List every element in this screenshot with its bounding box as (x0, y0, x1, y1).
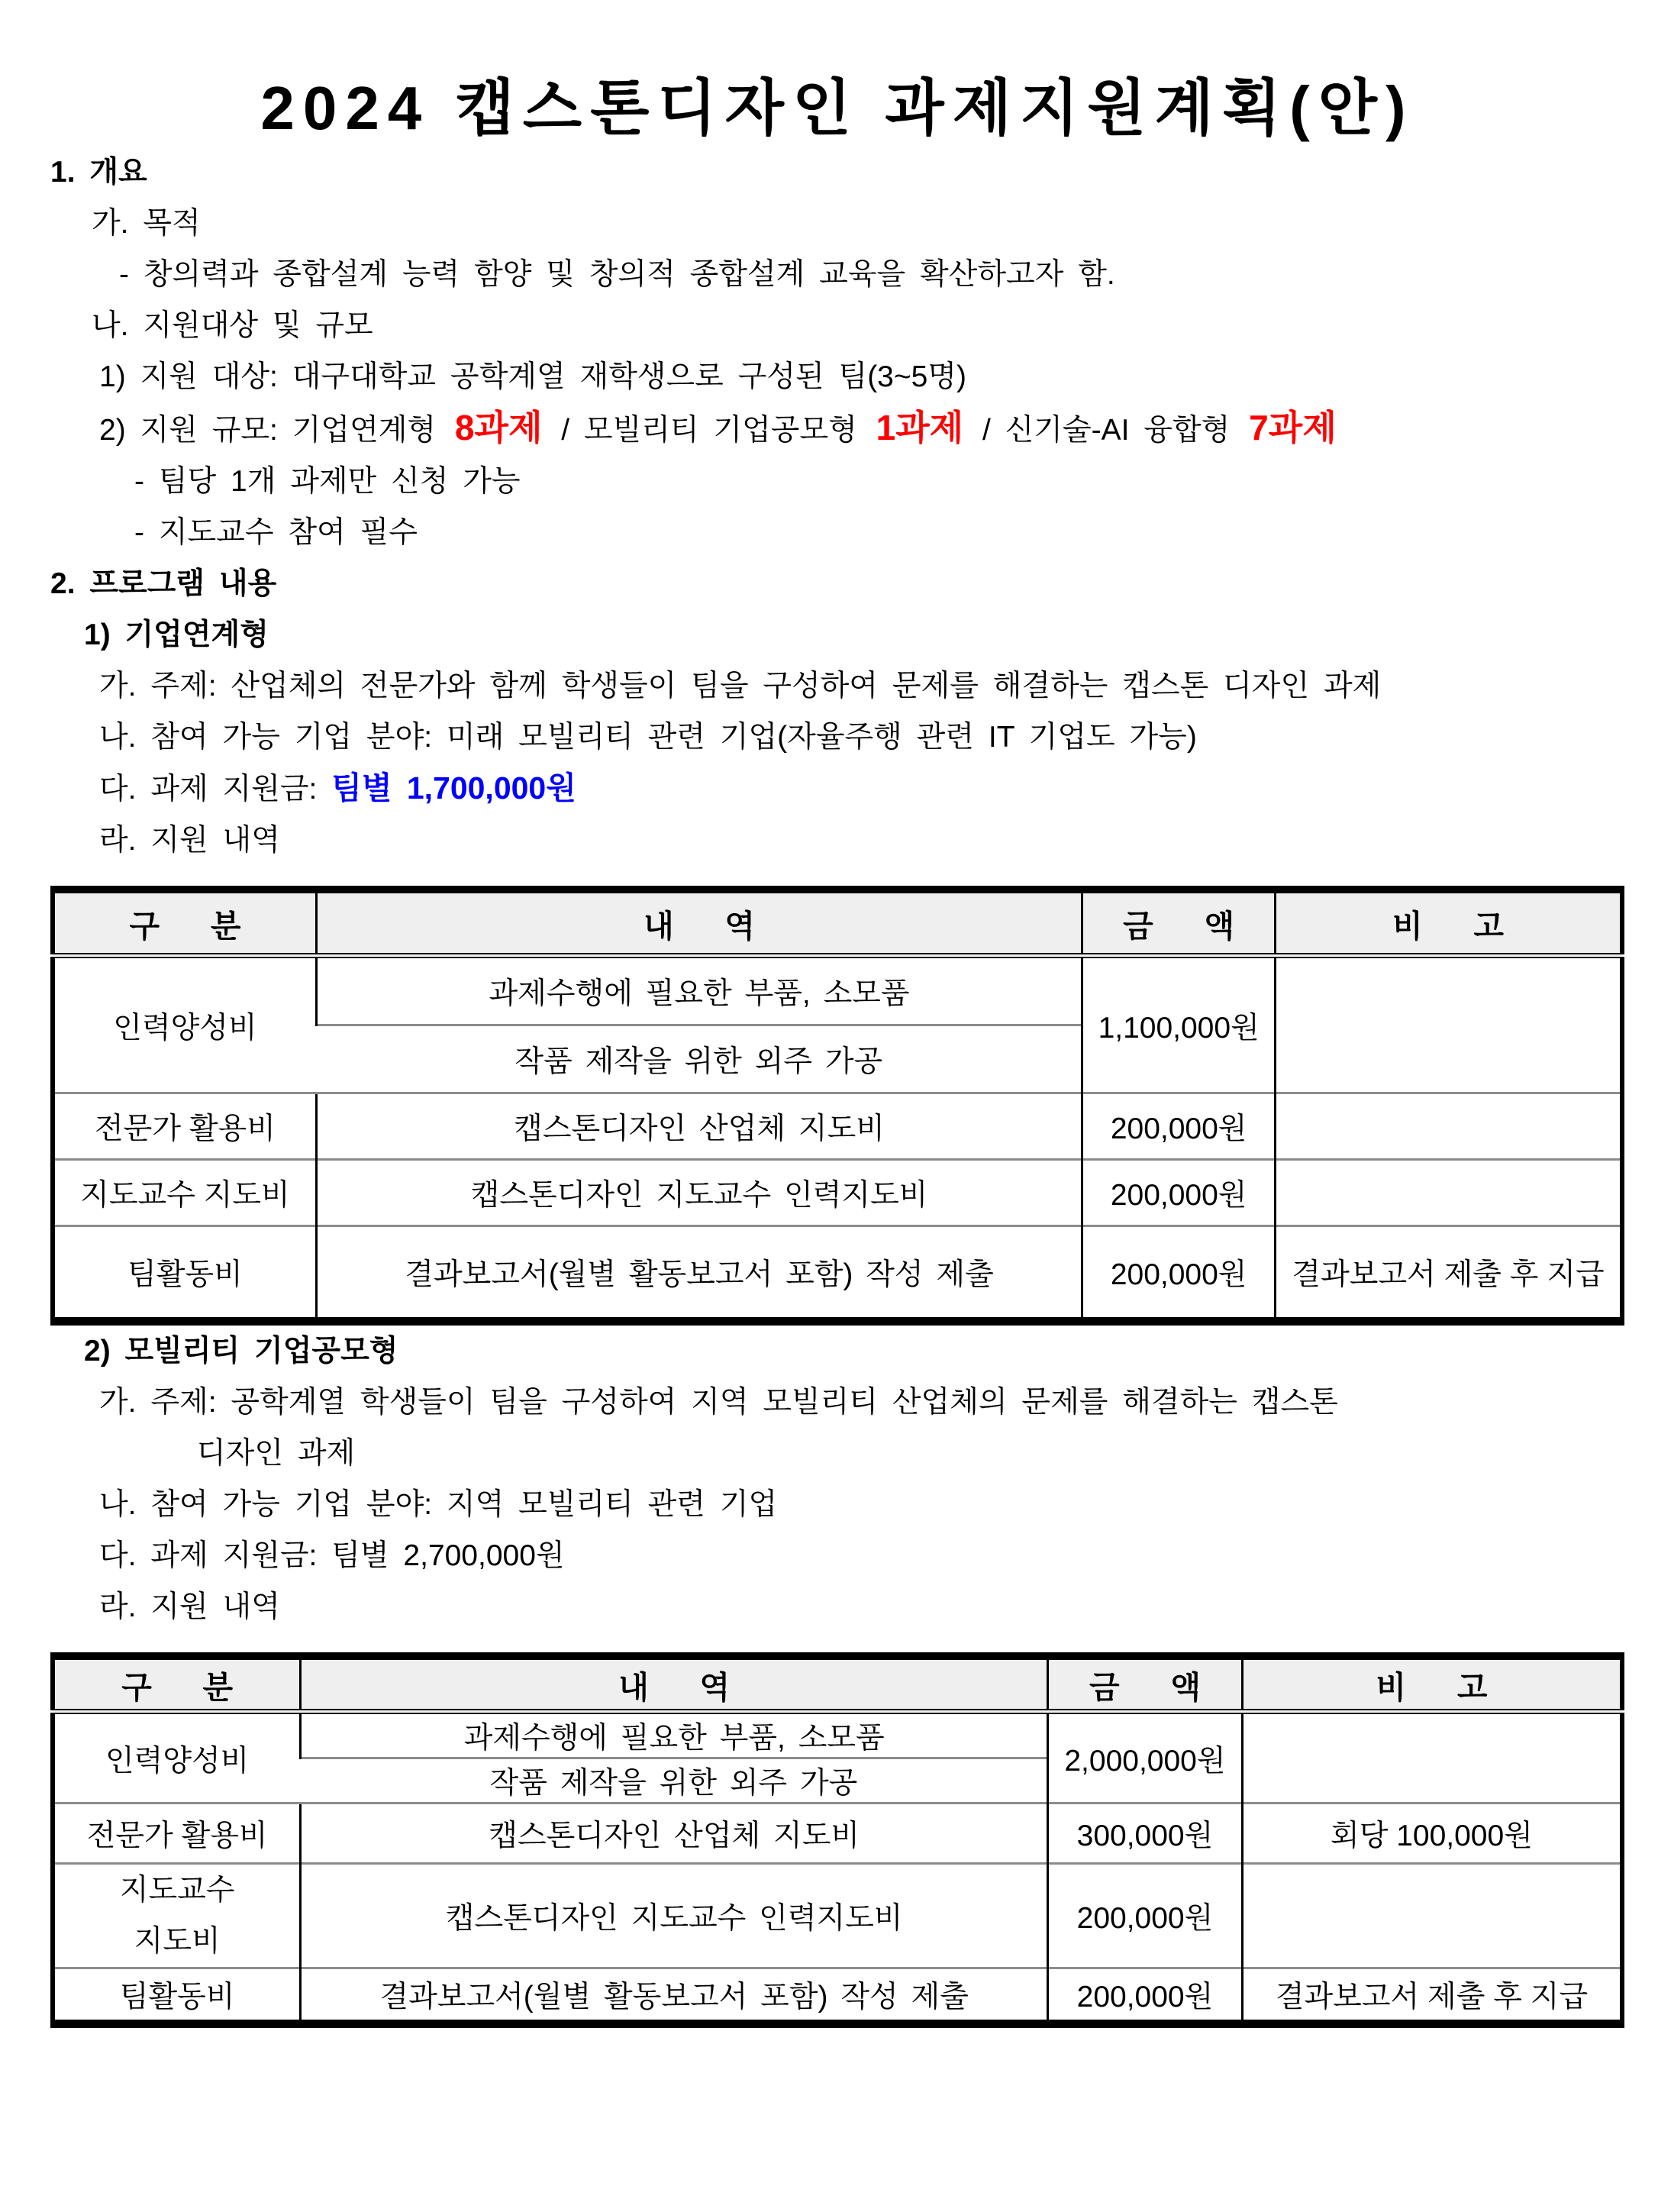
industry-support-table (50, 886, 1624, 1326)
cell-note (1276, 956, 1622, 1093)
overview-target: 1) 지원 대상: 대구대학교 공학계열 재학생으로 구성된 팀(3~5명) (99, 360, 966, 393)
col-category: 구 분 (53, 1656, 301, 1712)
program1-topic: 가. 주제: 산업체의 전문가와 함께 학생들이 팀을 구성하여 문제를 해결하는 캡스톤 디자인 과제 (99, 670, 1382, 702)
col-amount: 금 액 (1047, 1656, 1242, 1712)
table-header-row (53, 890, 1622, 956)
overview-scale-line (50, 402, 1624, 456)
program1-fund-amount: 팀별 1,700,000원 (331, 770, 576, 806)
program2-heading: 2) 모빌리티 기업공모형 (84, 1335, 398, 1368)
cell-amount: 200,000원 (1082, 1226, 1276, 1322)
table-row (53, 1226, 1622, 1322)
scale-count-industry: 8과제 (454, 408, 543, 447)
cell-detail: 캡스톤디자인 지도교수 인력지도비 (301, 1864, 1048, 1968)
table-row (53, 1864, 1622, 1968)
table-row (53, 1712, 1622, 1758)
cell-detail: 결과보고서(월별 활동보고서 포함) 작성 제출 (316, 1226, 1082, 1322)
table-header-row (53, 1656, 1622, 1712)
cell-amount: 2,000,000원 (1047, 1712, 1242, 1804)
program2-fund-line: 다. 과제 지원금: 팀별 2,700,000원 (99, 1539, 565, 1572)
program2-company-field: 나. 참여 가능 기업 분야: 지역 모빌리티 관련 기업 (99, 1488, 778, 1521)
cell-amount: 200,000원 (1047, 1968, 1242, 2024)
cell-amount: 200,000원 (1047, 1864, 1242, 1968)
page-title: 2024 캡스톤디자인 과제지원계획(안) (260, 74, 1414, 142)
cell-category: 인력양성비 (53, 1712, 301, 1804)
cell-note (1242, 1864, 1622, 1968)
table-row (53, 1093, 1622, 1160)
program2-topic-line1: 가. 주제: 공학계열 학생들이 팀을 구성하여 지역 모빌리티 산업체의 문제를 해결하는 캡스톤 (99, 1386, 1338, 1419)
program1-company-field: 나. 참여 가능 기업 분야: 미래 모빌리티 관련 기업(자율주행 관련 IT 기업도 가능) (99, 721, 1197, 754)
table-row (53, 1804, 1622, 1864)
scale-sep-2: / 신기술-AI 융합형 (968, 414, 1245, 447)
cell-detail: 캡스톤디자인 산업체 지도비 (316, 1093, 1082, 1160)
program2-support-label: 라. 지원 내역 (99, 1590, 280, 1623)
overview-purpose-label: 가. 목적 (92, 207, 201, 240)
col-category: 구 분 (53, 890, 316, 956)
cell-category: 인력양성비 (53, 956, 316, 1093)
program2-topic-line2: 디자인 과제 (197, 1437, 356, 1470)
table-row (53, 956, 1622, 1025)
scale-prefix: 2) 지원 규모: 기업연계형 (99, 414, 450, 447)
mobility-support-table (50, 1652, 1624, 2028)
cell-detail: 과제수행에 필요한 부품, 소모품 (316, 956, 1082, 1025)
cell-amount: 200,000원 (1082, 1093, 1276, 1160)
cell-category: 팀활동비 (53, 1968, 301, 2024)
cell-category (53, 1864, 301, 1968)
overview-note-advisor: - 지도교수 참여 필수 (134, 516, 418, 549)
cell-category: 전문가 활용비 (53, 1804, 301, 1864)
table-row (53, 1968, 1622, 2024)
cell-detail: 캡스톤디자인 산업체 지도비 (301, 1804, 1048, 1864)
program1-support-label: 라. 지원 내역 (99, 824, 280, 857)
col-detail: 내 역 (301, 1656, 1048, 1712)
cell-amount: 1,100,000원 (1082, 956, 1276, 1093)
col-amount: 금 액 (1082, 890, 1276, 956)
program1-fund-line (50, 763, 1624, 815)
cell-note: 결과보고서 제출 후 지급 (1276, 1226, 1622, 1322)
cell-note: 결과보고서 제출 후 지급 (1242, 1968, 1622, 2024)
scale-count-ai: 7과제 (1249, 408, 1337, 447)
cell-category: 팀활동비 (53, 1226, 316, 1322)
cell-note (1242, 1712, 1622, 1804)
cell-detail: 과제수행에 필요한 부품, 소모품 (301, 1712, 1048, 1758)
cell-category: 전문가 활용비 (53, 1093, 316, 1160)
overview-scope-label: 나. 지원대상 및 규모 (92, 309, 373, 342)
col-note: 비 고 (1276, 890, 1622, 956)
cell-category: 지도교수 지도비 (53, 1160, 316, 1226)
col-note: 비 고 (1242, 1656, 1622, 1712)
cell-note: 회당 100,000원 (1242, 1804, 1622, 1864)
program1-heading: 1) 기업연계형 (84, 618, 269, 651)
table-row (53, 1160, 1622, 1226)
cell-amount: 200,000원 (1082, 1160, 1276, 1226)
cell-category-line2: 지도비 (134, 1925, 221, 1958)
overview-heading: 1. 개요 (50, 156, 147, 189)
cell-note (1276, 1160, 1622, 1226)
cell-detail: 캡스톤디자인 지도교수 인력지도비 (316, 1160, 1082, 1226)
scale-sep-1: / 모빌리티 기업공모형 (547, 414, 872, 447)
program1-fund-label: 다. 과제 지원금: (99, 773, 332, 806)
program-heading: 2. 프로그램 내용 (50, 567, 277, 600)
col-detail: 내 역 (316, 890, 1082, 956)
cell-detail: 작품 제작을 위한 외주 가공 (301, 1758, 1048, 1804)
cell-detail: 작품 제작을 위한 외주 가공 (316, 1025, 1082, 1093)
cell-amount: 300,000원 (1047, 1804, 1242, 1864)
overview-note-single-project: - 팀당 1개 과제만 신청 가능 (134, 465, 521, 498)
cell-detail: 결과보고서(월별 활동보고서 포함) 작성 제출 (301, 1968, 1048, 2024)
scale-count-mobility: 1과제 (876, 408, 964, 447)
cell-category-line1: 지도교수 (119, 1874, 235, 1907)
overview-purpose-text: - 창의력과 종합설계 능력 함양 및 창의적 종합설계 교육을 확산하고자 함. (119, 258, 1115, 291)
cell-note (1276, 1093, 1622, 1160)
